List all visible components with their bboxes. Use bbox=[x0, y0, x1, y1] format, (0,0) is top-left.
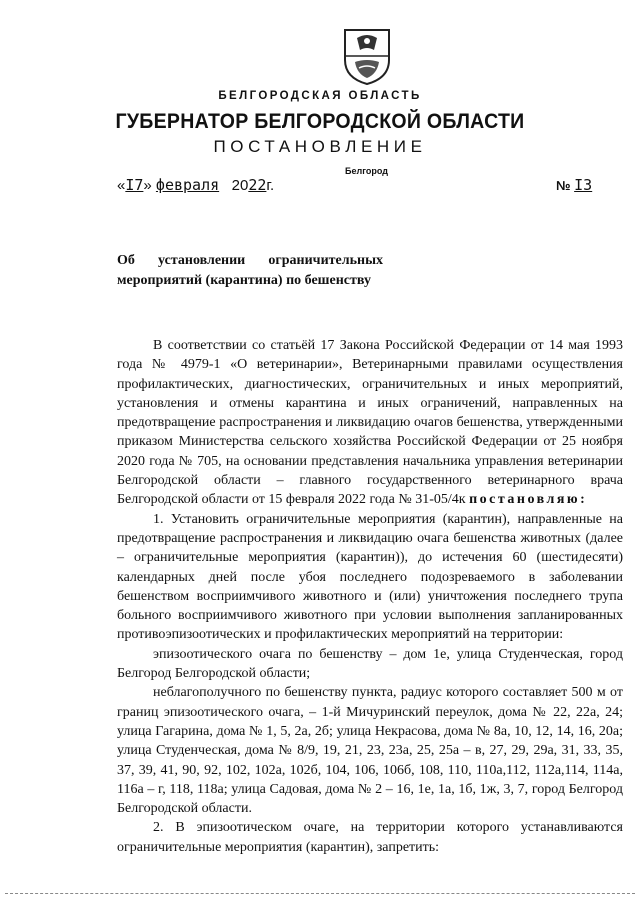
epizootic-focus-paragraph: эпизоотического очага по бешенству – дом 1е, улица Студенческая, город Белгород Белгородской области; bbox=[117, 646, 623, 682]
coat-of-arms-icon bbox=[341, 26, 393, 86]
title-line-2: мероприятий (карантина) по бешенству bbox=[117, 273, 371, 288]
date-month: февраля bbox=[155, 176, 220, 194]
unfavorable-point-paragraph: неблагополучного по бешенству пункта, радиус которого составляет 500 м от границ эпизоотического очага, – 1-й Мичуринский переулок, дома № 22, 22а, 24; улица Гагарина, дома № 1, 5, 2а, 2б; улица Некрасова, дома № 8а, 10, 12, 14, 16, 20а; улица Студенческая, дома № 8/9, 19, 21, 23, 23а, 25, 25а – в, 27, 29, 29а, 31, 33, 35, 37, 39, 41, 90, 92, 102, 102а, 102б, 104, 106, 106б, 108, 110, 110а,112, 112а,114, 114а, 116а – г, 118, 118а; улица Садовая, дома № 2 – 16, 1е, 1а, 1б, 1ж, 3, 7, город Белгород Белгородской области. bbox=[117, 685, 623, 817]
document-date: «I7» февраля 2022г. bbox=[117, 176, 275, 194]
document-number-value: I3 bbox=[574, 176, 593, 194]
document-title bbox=[117, 251, 383, 291]
decree-word: постановляю: bbox=[469, 492, 588, 508]
date-day: I7 bbox=[125, 176, 144, 194]
authority-heading: ГУБЕРНАТОР БЕЛГОРОДСКОЙ ОБЛАСТИ bbox=[115, 110, 525, 133]
date-year-prefix: 20 bbox=[231, 177, 249, 194]
city-label: Белгород bbox=[345, 166, 388, 176]
document-type: ПОСТАНОВЛЕНИЕ bbox=[213, 137, 427, 156]
document-body bbox=[117, 336, 623, 857]
date-year-suffix: 22 bbox=[248, 176, 267, 194]
clause-1-paragraph: 1. Установить ограничительные мероприятия (карантин), направленные на предотвращение распространения и ликвидацию очага бешенства животных (далее – ограничительные мероприятия (карантин)), до истечения 60 (шестидесяти) календарных дней после убоя последнего подозреваемого в заболевании бешенством восприимчивого животного и (или) уничтожения последнего трупа больного восприимчивого животного при условии выполнения запланированных противоэпизоотических и профилактических мероприятий на территории: bbox=[117, 511, 623, 643]
document-number: № I3 bbox=[556, 176, 593, 194]
clause-2-paragraph: 2. В эпизоотическом очаге, на территории которого устанавливаются ограничительные мероприятия (карантин), запретить: bbox=[117, 820, 623, 855]
preamble-paragraph: В соответствии со статьёй 17 Закона Российской Федерации от 14 мая 1993 года № 4979-1 «О ветеринарии», Ветеринарными правилами осуществления профилактических, диагностических, ограничительных и иных мероприятий, установления и отмены карантина и иных ограничений, направленных на предотвращение распространения и ликвидацию очагов бешенства, утвержденными приказом Министерства сельского хозяйства Российской Федерации от 25 ноября 2020 года № 705, на основании представления начальника управления ветеринарии Белгородской области – главного государственного ветеринарного врача Белгородской области от 15 февраля 2022 года № 31-05/4к постановляю: bbox=[117, 338, 623, 508]
title-line-1: Об установлении ограничительных bbox=[117, 253, 383, 268]
page-bottom-edge bbox=[5, 893, 635, 894]
region-heading: БЕЛГОРОДСКАЯ ОБЛАСТЬ bbox=[218, 90, 422, 102]
